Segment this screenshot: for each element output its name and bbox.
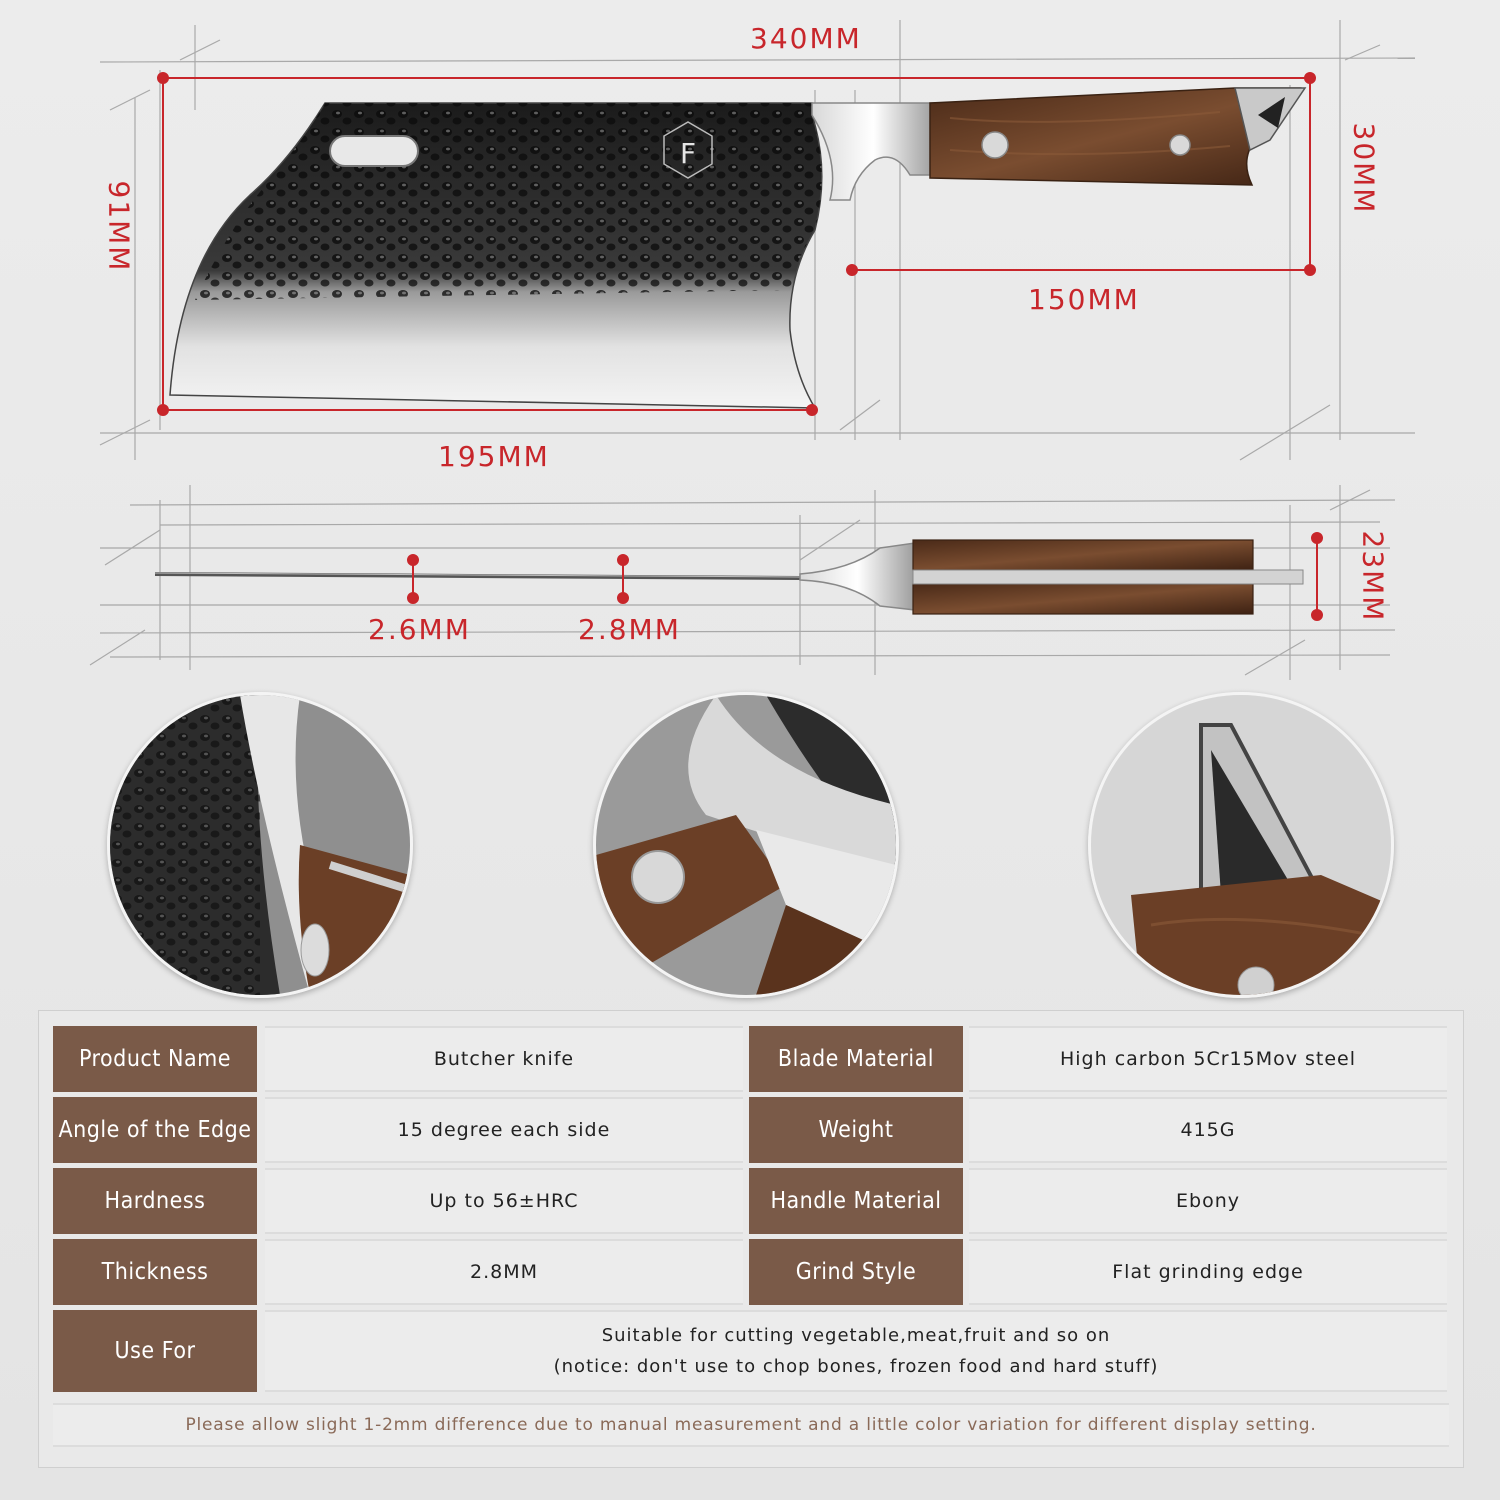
use-for-line-1: Suitable for cutting vegetable,meat,fruit and so on bbox=[601, 1325, 1111, 1346]
spec-label-thickness: Thickness bbox=[53, 1239, 257, 1305]
spec-label-weight: Weight bbox=[749, 1097, 963, 1163]
logo-mark: F bbox=[679, 137, 697, 170]
measurement-disclaimer: Please allow slight 1-2mm difference due to manual measurement and a little color variation for different display setting. bbox=[53, 1403, 1449, 1447]
spec-label-handle-material: Handle Material bbox=[749, 1168, 963, 1234]
spec-value-thickness: 2.8MM bbox=[265, 1239, 743, 1305]
use-for-line-2: (notice: don't use to chop bones, frozen food and hard stuff) bbox=[553, 1356, 1159, 1377]
spec-label-angle: Angle of the Edge bbox=[53, 1097, 257, 1163]
spec-value-hardness: Up to 56±HRC bbox=[265, 1168, 743, 1234]
spine-thickness-label-1: 2.6MM bbox=[368, 613, 471, 646]
spec-value-use-for bbox=[265, 1310, 1447, 1392]
bolster-closeup-image bbox=[110, 695, 410, 995]
blade-height-label: 91MM bbox=[102, 180, 136, 273]
spec-value-weight: 415G bbox=[969, 1097, 1447, 1163]
spec-value-blade-material: High carbon 5Cr15Mov steel bbox=[969, 1026, 1447, 1092]
handle-length-label: 150MM bbox=[1028, 283, 1140, 316]
detail-circle-bolster-left bbox=[107, 692, 413, 998]
spec-value-grind-style: Flat grinding edge bbox=[969, 1239, 1447, 1305]
spec-label-grind-style: Grind Style bbox=[749, 1239, 963, 1305]
blade-length-label: 195MM bbox=[438, 440, 550, 473]
spine-thickness-label-2: 2.8MM bbox=[578, 613, 681, 646]
spec-table bbox=[38, 1010, 1464, 1468]
handle-closeup-image bbox=[596, 695, 896, 995]
table-row bbox=[39, 1239, 1463, 1305]
spec-label-hardness: Hardness bbox=[53, 1168, 257, 1234]
spec-value-angle: 15 degree each side bbox=[265, 1097, 743, 1163]
spec-label-blade-material: Blade Material bbox=[749, 1026, 963, 1092]
spec-value-product-name: Butcher knife bbox=[265, 1026, 743, 1092]
spec-value-handle-material: Ebony bbox=[969, 1168, 1447, 1234]
table-row bbox=[39, 1168, 1463, 1234]
end-cap-closeup-image bbox=[1091, 695, 1391, 995]
knife-top-view bbox=[155, 540, 1303, 614]
detail-circle-bolster-center bbox=[593, 692, 899, 998]
spec-label-product-name: Product Name bbox=[53, 1026, 257, 1092]
knife-side-view bbox=[170, 88, 1305, 408]
handle-height-label: 30MM bbox=[1347, 122, 1381, 215]
handle-width-label: 23MM bbox=[1356, 530, 1390, 623]
overall-length-label: 340MM bbox=[750, 22, 862, 55]
table-row bbox=[39, 1097, 1463, 1163]
spec-label-use-for: Use For bbox=[53, 1310, 257, 1392]
table-row bbox=[39, 1310, 1463, 1392]
detail-circle-end-cap bbox=[1088, 692, 1394, 998]
table-row bbox=[39, 1026, 1463, 1092]
